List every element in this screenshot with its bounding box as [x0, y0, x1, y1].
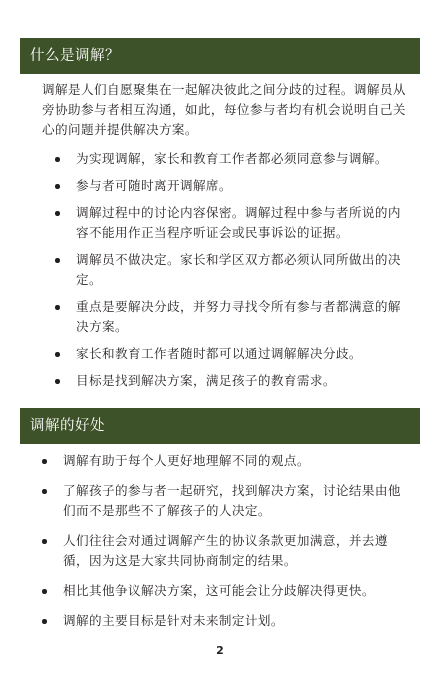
bullet-list-what-is-mediation	[55, 149, 405, 398]
list-item: 重点是要解决分歧，并努力寻找令所有参与者都满意的解决方案。	[55, 297, 405, 337]
list-item: 调解有助于每个人更好地理解不同的观点。	[42, 451, 407, 471]
list-item: 相比其他争议解决方案，这可能会让分歧解决得更快。	[42, 581, 407, 601]
intro-paragraph: 调解是人们自愿聚集在一起解决彼此之间分歧的过程。调解员从旁协助参与者相互沟通，如此，每位参与者均有机会说明自己关心的问题并提供解决方案。	[42, 82, 406, 137]
list-item: 调解员不做决定。家长和学区双方都必须认同所做出的决定。	[55, 250, 405, 290]
page-number: 2	[216, 644, 224, 657]
list-item: 家长和教育工作者随时都可以通过调解解决分歧。	[55, 344, 405, 364]
list-item: 参与者可随时离开调解席。	[55, 176, 405, 196]
list-item: 目标是找到解决方案，满足孩子的教育需求。	[55, 371, 405, 391]
list-item: 人们往往会对通过调解产生的协议条款更加满意，并去遵循，因为这是大家共同协商制定的结果。	[42, 531, 407, 571]
list-item: 调解过程中的讨论内容保密。调解过程中参与者所说的内容不能用作正当程序听证会或民事诉讼的证据。	[55, 203, 405, 243]
list-item: 调解的主要目标是针对未来制定计划。	[42, 611, 407, 631]
section-header-benefits	[20, 408, 420, 444]
section-header-what-is-mediation	[20, 38, 420, 74]
section-title: 调解的好处	[30, 418, 105, 434]
list-item: 了解孩子的参与者一起研究，找到解决方案，讨论结果由他们而不是那些不了解孩子的人决定。	[42, 481, 407, 521]
bullet-list-benefits	[42, 451, 407, 641]
list-item: 为实现调解，家长和教育工作者都必须同意参与调解。	[55, 149, 405, 169]
section-title: 什么是调解？	[30, 48, 120, 64]
